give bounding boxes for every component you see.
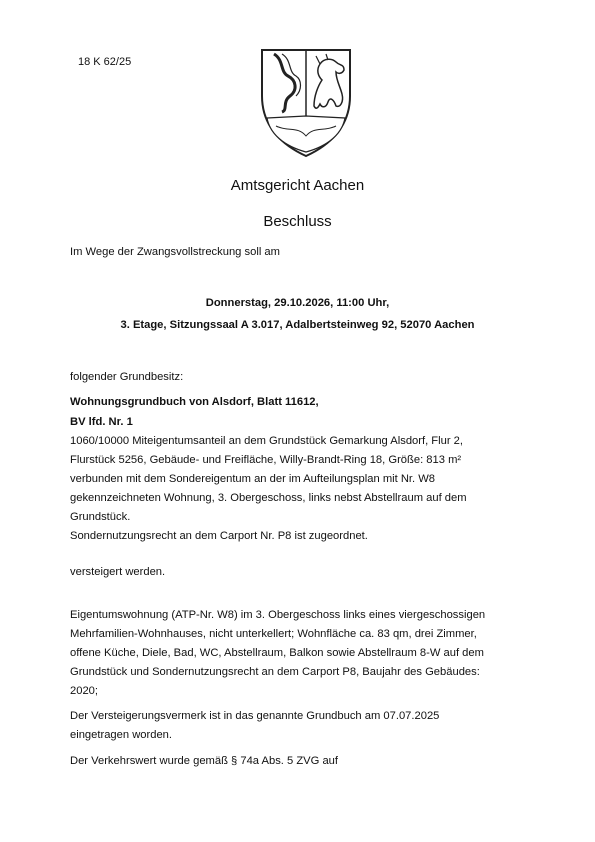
land-register: Wohnungsgrundbuch von Alsdorf, Blatt 11612, — [70, 396, 319, 408]
object-line: Mehrfamilien-Wohnhauses, nicht unterkellert; Wohnfläche ca. 83 qm, drei Zimmer, — [70, 628, 477, 640]
property-intro: folgender Grundbesitz: — [70, 371, 184, 383]
object-line: Grundstück und Sondernutzungsrecht an dem Carport P8, Baujahr des Gebäudes: — [70, 666, 480, 678]
intro-text: Im Wege der Zwangsvollstreckung soll am — [70, 246, 280, 258]
auction-location: 3. Etage, Sitzungssaal A 3.017, Adalbertsteinweg 92, 52070 Aachen — [120, 319, 475, 331]
document-title: Beschluss — [263, 213, 332, 230]
object-description — [70, 606, 540, 701]
description-line: Flurstück 5256, Gebäude- und Freifläche, Willy-Brandt-Ring 18, Größe: 813 m² — [70, 454, 462, 466]
object-line: 2020; — [70, 685, 98, 697]
object-line: offene Küche, Diele, Bad, WC, Abstellraum, Balkon sowie Abstellraum 8-W auf dem — [70, 647, 484, 659]
description-line: Sondernutzungsrecht an dem Carport Nr. P8 ist zugeordnet. — [70, 530, 368, 542]
description-line: gekennzeichneten Wohnung, 3. Obergeschoss, links nebst Abstellraum auf dem — [70, 492, 467, 504]
description-line: verbunden mit dem Sondereigentum an der im Aufteilungsplan mit Nr. W8 — [70, 473, 436, 485]
object-line: Eigentumswohnung (ATP-Nr. W8) im 3. Obergeschoss links eines viergeschossigen — [70, 609, 486, 621]
description-line: Grundstück. — [70, 511, 131, 523]
property-description — [70, 432, 540, 546]
registration-line: Der Versteigerungsvermerk ist in das genannte Grundbuch am 07.07.2025 — [70, 710, 440, 722]
description-line: 1060/10000 Miteigentumsanteil an dem Grundstück Gemarkung Alsdorf, Flur 2, — [70, 435, 464, 447]
bv-number: BV lfd. Nr. 1 — [70, 416, 133, 428]
court-name: Amtsgericht Aachen — [230, 177, 365, 194]
auction-date: Donnerstag, 29.10.2026, 11:00 Uhr, — [205, 297, 390, 309]
coat-of-arms-icon — [258, 46, 354, 158]
registration-note — [70, 707, 540, 745]
registration-line: eingetragen worden. — [70, 729, 173, 741]
auction-text: versteigert werden. — [70, 566, 166, 578]
market-value-text: Der Verkehrswert wurde gemäß § 74a Abs. 5 ZVG auf — [70, 755, 339, 767]
case-number: 18 K 62/25 — [78, 56, 132, 68]
